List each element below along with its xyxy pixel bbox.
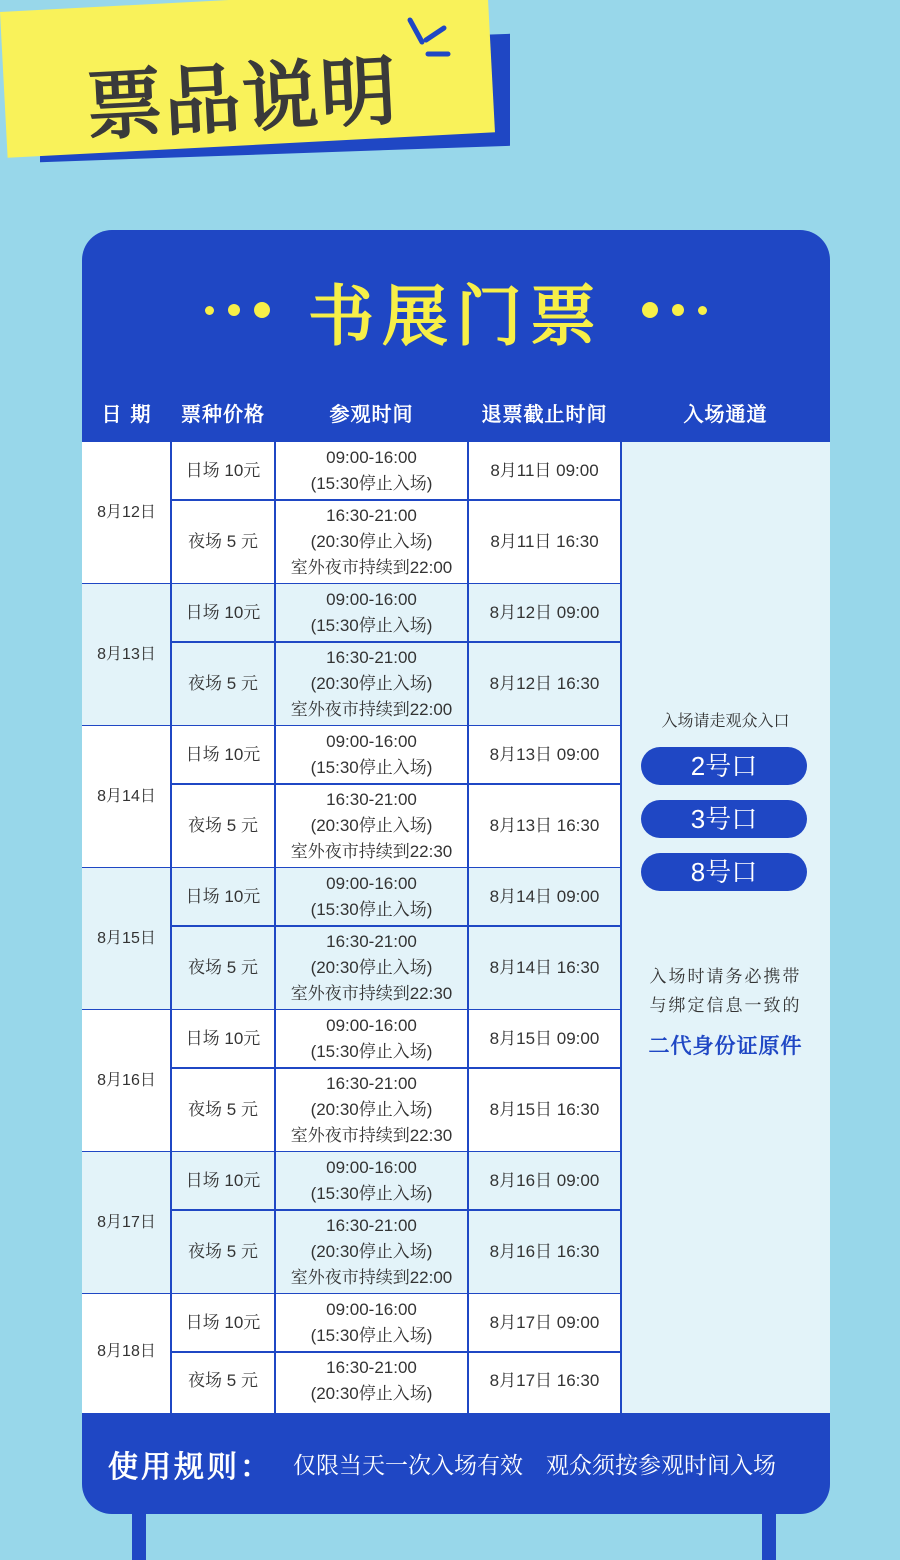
price-cell [171,1294,275,1352]
time-cell-line: (20:30停止入场) [310,674,433,693]
entrance-column [621,442,830,1413]
price-cell [171,784,275,868]
time-cell-line: (15:30停止入场) [310,616,433,635]
grid-line [171,1351,621,1353]
date-cell [82,1010,171,1152]
time-cell-line: 09:00-16:00 [326,1300,417,1319]
price-cell-line: 日场 10元 [185,1313,261,1332]
grid-line [171,499,621,501]
refund-cell [468,1210,621,1294]
dot [254,302,270,318]
date-cell-line: 8月13日 [97,646,156,663]
date-cell-line: 8月14日 [97,788,156,805]
ticket-card [82,230,830,1514]
price-cell-line: 日场 10元 [185,1029,261,1048]
price-cell-line: 日场 10元 [185,603,261,622]
refund-cell [468,1068,621,1152]
refund-cell [468,642,621,726]
price-cell [171,926,275,1010]
gate-badge: 2号口 [641,747,807,785]
grid-line [467,442,469,1413]
col-refund-header: 退票截止时间 [481,402,608,426]
time-cell-line: (20:30停止入场) [310,958,433,977]
price-cell [171,726,275,784]
refund-cell-line: 8月11日 16:30 [490,532,599,551]
grid-line [171,1209,621,1211]
date-cell-line: 8月15日 [97,930,156,947]
time-cell-line: 室外夜市持续到22:00 [290,558,453,577]
time-cell [275,1294,468,1352]
refund-cell [468,784,621,868]
price-cell-line: 夜场 5 元 [188,1242,258,1261]
dots-right [642,302,707,318]
refund-cell-line: 8月14日 09:00 [489,887,600,906]
refund-cell [468,1352,621,1410]
refund-cell-line: 8月16日 09:00 [489,1171,600,1190]
col-time-header: 参观时间 [329,402,414,426]
price-cell-line: 夜场 5 元 [188,674,258,693]
grid-line [171,1067,621,1069]
refund-cell [468,726,621,784]
ticket-table [82,442,830,1413]
time-cell-line: 09:00-16:00 [326,1158,417,1177]
time-cell [275,642,468,726]
price-cell-line: 日场 10元 [185,745,261,764]
gate-badge: 8号口 [641,853,807,891]
time-cell-line: (20:30停止入场) [310,1242,433,1261]
refund-cell-line: 8月12日 09:00 [489,603,600,622]
time-cell-line: 16:30-21:00 [326,932,417,951]
page-title: 票品说明 [84,45,401,152]
price-cell [171,1210,275,1294]
usage-rules-label: 使用规则： [108,1449,273,1485]
date-cell-line: 8月16日 [97,1072,156,1089]
dot [642,302,658,318]
time-cell-line: 09:00-16:00 [326,1016,417,1035]
id-requirement: 二代身份证原件 [648,1034,803,1058]
sparkle-icon [400,10,460,70]
price-cell-line: 夜场 5 元 [188,816,258,835]
price-cell-line: 日场 10元 [185,1171,261,1190]
time-cell-line: 室外夜市持续到22:00 [290,1268,453,1287]
time-cell-line: 16:30-21:00 [326,790,417,809]
entrance-note: 入场请走观众入口 [661,713,790,730]
time-cell-line: 室外夜市持续到22:30 [290,1126,453,1145]
date-cell [82,868,171,1010]
card-title: 书展门票 [308,277,604,355]
grid-line [171,783,621,785]
grid-line [620,442,622,1413]
price-cell-line: 夜场 5 元 [188,1100,258,1119]
id-note-line-1: 入场时请务必携带 [649,967,802,986]
price-cell-line: 日场 10元 [185,887,261,906]
time-cell [275,868,468,926]
refund-cell-line: 8月15日 16:30 [489,1100,600,1119]
refund-cell [468,868,621,926]
refund-cell-line: 8月13日 16:30 [489,816,600,835]
refund-cell-line: 8月17日 16:30 [489,1371,600,1390]
grid-line [171,641,621,643]
time-cell [275,926,468,1010]
date-cell-line: 8月12日 [97,504,156,521]
price-cell-line: 夜场 5 元 [188,958,258,977]
time-cell-line: (15:30停止入场) [310,900,433,919]
price-cell [171,500,275,584]
time-cell [275,584,468,642]
id-note-line-2: 与绑定信息一致的 [649,996,802,1015]
time-cell [275,726,468,784]
time-cell-line: (15:30停止入场) [310,1326,433,1345]
time-cell-line: 09:00-16:00 [326,590,417,609]
col-price-header: 票种价格 [181,402,265,426]
dot [698,306,707,315]
time-cell [275,1010,468,1068]
dot [228,304,240,316]
grid-line [170,442,172,1413]
time-cell [275,500,468,584]
price-cell [171,1068,275,1152]
date-cell [82,1294,171,1410]
date-cell-line: 8月17日 [97,1214,156,1231]
time-cell [275,1210,468,1294]
refund-cell [468,1294,621,1352]
price-cell [171,868,275,926]
grid-line [274,442,276,1413]
time-cell-line: 室外夜市持续到22:00 [290,700,453,719]
refund-cell-line: 8月17日 09:00 [489,1313,600,1332]
date-cell [82,442,171,584]
refund-cell [468,926,621,1010]
time-cell [275,442,468,500]
time-cell-line: 09:00-16:00 [326,874,417,893]
time-cell [275,784,468,868]
time-cell-line: (20:30停止入场) [310,532,433,551]
price-cell [171,1010,275,1068]
refund-cell [468,442,621,500]
price-cell-line: 夜场 5 元 [188,1371,258,1390]
price-cell-line: 日场 10元 [185,461,261,480]
price-cell [171,442,275,500]
refund-cell [468,1010,621,1068]
refund-cell-line: 8月16日 16:30 [489,1242,600,1261]
usage-rules-text: 仅限当天一次入场有效 观众须按参观时间入场 [293,1452,776,1478]
price-cell [171,642,275,726]
refund-cell-line: 8月13日 09:00 [489,745,600,764]
refund-cell [468,500,621,584]
price-cell [171,584,275,642]
time-cell-line: (15:30停止入场) [310,1042,433,1061]
date-cell [82,1152,171,1294]
price-cell [171,1152,275,1210]
refund-cell [468,1152,621,1210]
col-date-header: 日 期 [101,402,152,426]
refund-cell-line: 8月15日 09:00 [489,1029,600,1048]
time-cell-line: 室外夜市持续到22:30 [290,842,453,861]
refund-cell [468,584,621,642]
time-cell-line: 16:30-21:00 [326,648,417,667]
time-cell [275,1068,468,1152]
price-cell-line: 夜场 5 元 [188,532,258,551]
time-cell-line: 09:00-16:00 [326,732,417,751]
date-cell-line: 8月18日 [97,1343,156,1360]
card-title-row [82,270,830,355]
refund-cell-line: 8月12日 16:30 [489,674,600,693]
grid-line [171,925,621,927]
refund-cell-line: 8月14日 16:30 [489,958,600,977]
time-cell-line: 16:30-21:00 [326,1074,417,1093]
dots-left [205,302,270,318]
time-cell-line: 16:30-21:00 [326,1216,417,1235]
date-cell [82,726,171,868]
time-cell-line: (20:30停止入场) [310,1100,433,1119]
time-cell-line: (15:30停止入场) [310,758,433,777]
gate-badge: 3号口 [641,800,807,838]
time-cell-line: (20:30停止入场) [310,816,433,835]
table-header [82,386,830,442]
dot [672,304,684,316]
time-cell-line: 室外夜市持续到22:30 [290,984,453,1003]
time-cell [275,1152,468,1210]
time-cell [275,1352,468,1410]
time-cell-line: (15:30停止入场) [310,474,433,493]
time-cell-line: 16:30-21:00 [326,506,417,525]
date-cell [82,584,171,726]
dot [205,306,214,315]
usage-rules [82,1413,830,1514]
price-cell [171,1352,275,1410]
time-cell-line: (20:30停止入场) [310,1384,433,1403]
time-cell-line: (15:30停止入场) [310,1184,433,1203]
col-entrance-header: 入场通道 [683,402,768,426]
time-cell-line: 09:00-16:00 [326,448,417,467]
refund-cell-line: 8月11日 09:00 [490,461,599,480]
time-cell-line: 16:30-21:00 [326,1358,417,1377]
